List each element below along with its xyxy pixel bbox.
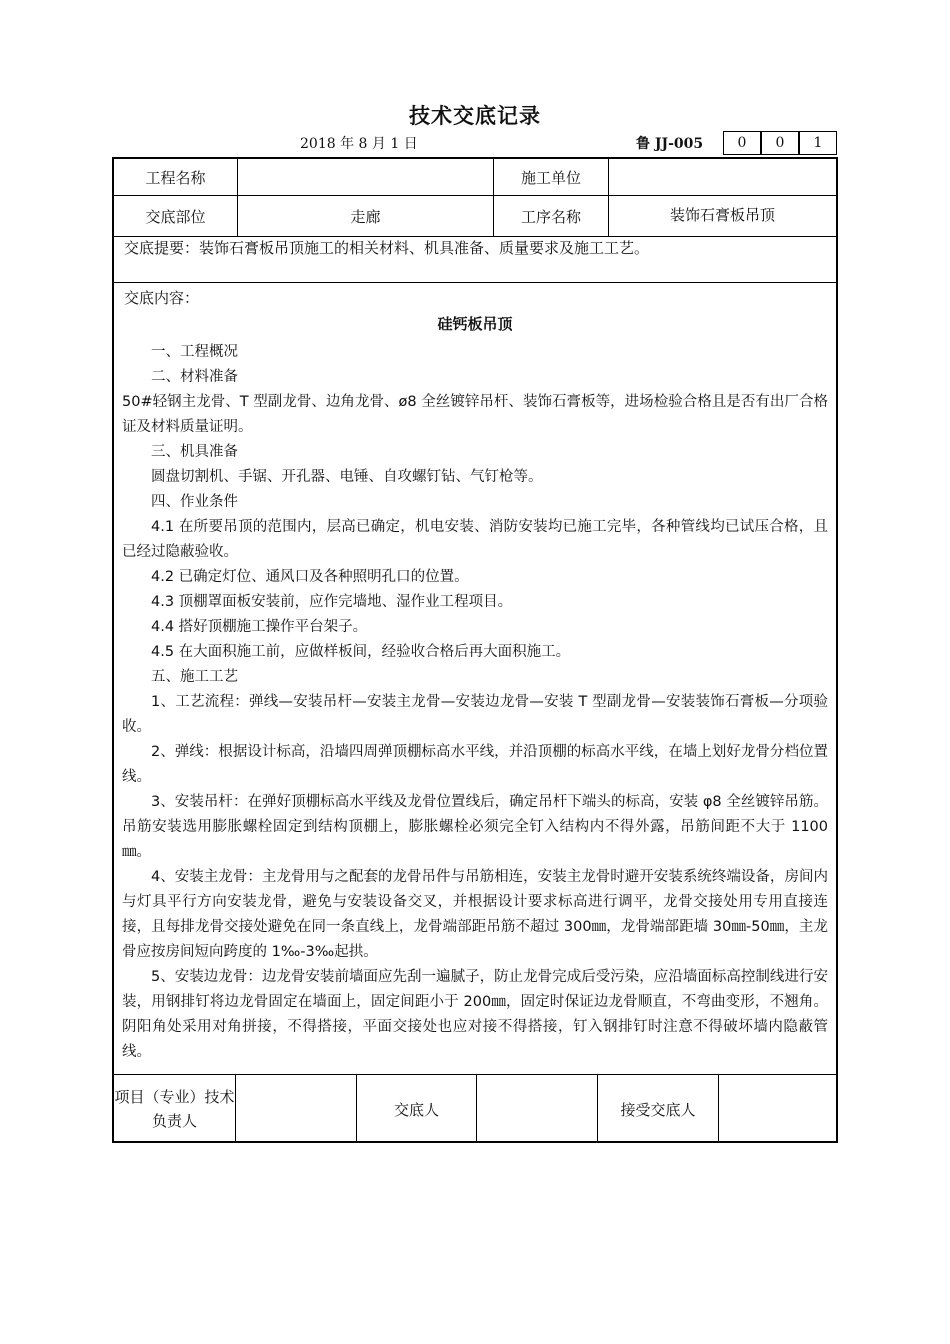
paragraph: 4.4 搭好顶棚施工操作平台架子。 bbox=[151, 619, 368, 635]
paragraph: 三、机具准备 bbox=[151, 444, 238, 460]
project-name-label: 工程名称 bbox=[145, 168, 206, 187]
process-label: 工序名称 bbox=[520, 207, 581, 226]
construction-unit-value[interactable] bbox=[609, 159, 836, 195]
disclosure-summary: 交底提要：装饰石膏板吊顶施工的相关材料、机具准备、质量要求及施工工艺。 bbox=[124, 239, 650, 257]
row-divider bbox=[114, 282, 836, 283]
paragraph: 4.3 顶棚罩面板安装前，应作完墙地、湿作业工程项目。 bbox=[151, 594, 513, 610]
paragraph: 2、弹线：根据设计标高，沿墙四周弹顶棚标高水平线，并沿顶棚的标高水平线，在墙上划好龙骨分档位置线。 bbox=[122, 744, 828, 785]
paragraph: 1、工艺流程：弹线—安装吊杆—安装主龙骨—安装边龙骨—安装 T 型副龙骨—安装装饰石膏板—分项验收。 bbox=[122, 694, 828, 735]
location-label: 交底部位 bbox=[145, 207, 206, 226]
number-box-2: 0 bbox=[761, 131, 799, 155]
receiver-value[interactable] bbox=[719, 1075, 836, 1143]
discloser-label: 交底人 bbox=[393, 1100, 439, 1119]
paragraph: 一、工程概况 bbox=[151, 344, 238, 360]
document-date: 2018 年 8 月 1 日 bbox=[300, 136, 418, 152]
paragraph: 3、安装吊杆：在弹好顶棚标高水平线及龙骨位置线后，确定吊杆下端头的标高，安装 φ8 全丝镀锌吊筋。吊筋安装选用膨胀螺栓固定到结构顶棚上，膨胀螺栓必须完全钉入结构内不得外露，吊筋间距不大于 1100㎜。 bbox=[122, 794, 828, 860]
document-code: 鲁 JJ-005 bbox=[636, 136, 704, 152]
tech-lead-label: 项目（专业）技术负责人 bbox=[114, 1088, 235, 1130]
disclosure-table bbox=[112, 157, 838, 1143]
content-label: 交底内容： bbox=[124, 289, 200, 307]
content-body bbox=[122, 340, 828, 1065]
paragraph: 4.5 在大面积施工前，应做样板间，经验收合格后再大面积施工。 bbox=[151, 644, 571, 660]
process-value[interactable]: 装饰石膏板吊顶 bbox=[669, 205, 775, 224]
paragraph: 4.1 在所要吊顶的范围内，层高已确定，机电安装、消防安装均已施工完毕，各种管线均已试压合格，且已经过隐蔽验收。 bbox=[122, 519, 828, 560]
construction-unit-label: 施工单位 bbox=[520, 168, 581, 187]
paragraph: 二、材料准备 bbox=[151, 369, 238, 385]
receiver-label: 接受交底人 bbox=[620, 1100, 696, 1119]
number-box-1: 0 bbox=[723, 131, 761, 155]
paragraph: 4、安装主龙骨：主龙骨用与之配套的龙骨吊件与吊筋相连，安装主龙骨时避开安装系统终端设备，房间内与灯具平行方向安装龙骨，避免与安装设备交叉，并根据设计要求标高进行调平，龙骨交接处用专用直接连接，且每排龙骨交接处避免在同一条直线上，龙骨端部距吊筋不超过 300㎜，龙骨端部距墙 30㎜-50㎜，主龙骨应按房间短向跨度的 1‰-3‰起拱。 bbox=[122, 869, 828, 960]
tech-lead-value[interactable] bbox=[236, 1075, 356, 1143]
paragraph: 5、安装边龙骨：边龙骨安装前墙面应先刮一遍腻子，防止龙骨完成后受污染，应沿墙面标高控制线进行安装，用钢排钉将边龙骨固定在墙面上，固定间距小于 200㎜，固定时保证边龙骨顺直，不弯曲变形，不翘角。阴阳角处采用对角拼接，不得搭接，平面交接处也应对接不得搭接，钉入钢排钉时注意不得破坏墙内隐蔽管线。 bbox=[122, 969, 828, 1060]
content-title: 硅钙板吊顶 bbox=[437, 315, 513, 333]
location-value[interactable]: 走廊 bbox=[350, 207, 381, 226]
project-name-value[interactable] bbox=[238, 159, 493, 195]
paragraph: 四、作业条件 bbox=[151, 494, 238, 510]
paragraph: 50#轻钢主龙骨、T 型副龙骨、边角龙骨、ø8 全丝镀锌吊杆、装饰石膏板等，进场检验合格且是否有出厂合格证及材料质量证明。 bbox=[122, 394, 828, 435]
paragraph: 圆盘切割机、手锯、开孔器、电锤、自攻螺钉钻、气钉枪等。 bbox=[151, 469, 543, 485]
paragraph: 五、施工工艺 bbox=[151, 669, 238, 685]
number-box-3: 1 bbox=[799, 131, 837, 155]
paragraph: 4.2 已确定灯位、通风口及各种照明孔口的位置。 bbox=[151, 569, 469, 585]
discloser-value[interactable] bbox=[477, 1075, 597, 1143]
document-title: 技术交底记录 bbox=[409, 104, 541, 128]
